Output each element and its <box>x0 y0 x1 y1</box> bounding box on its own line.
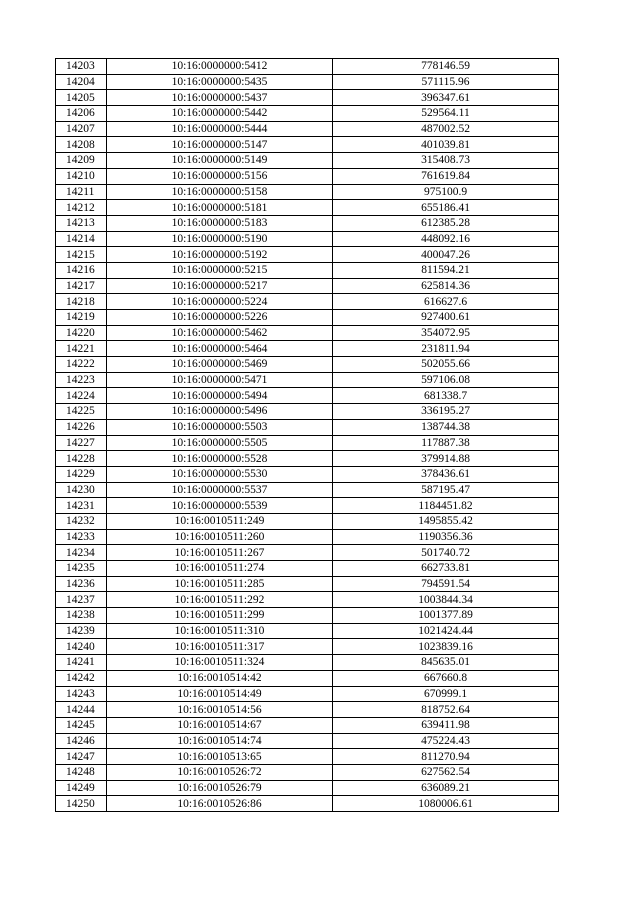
table-row <box>56 388 559 404</box>
row-number-cell: 14230 <box>56 482 107 498</box>
cadastral-number-cell: 10:16:0000000:5158 <box>107 184 333 200</box>
cadastral-number-cell: 10:16:0010511:249 <box>107 513 333 529</box>
value-cell: 1190356.36 <box>333 529 559 545</box>
value-cell: 502055.66 <box>333 357 559 373</box>
row-number-cell: 14241 <box>56 655 107 671</box>
table-row <box>56 184 559 200</box>
table-row <box>56 325 559 341</box>
table-row <box>56 435 559 451</box>
value-cell: 761619.84 <box>333 168 559 184</box>
table-row <box>56 749 559 765</box>
table-row <box>56 702 559 718</box>
value-cell: 612385.28 <box>333 215 559 231</box>
value-cell: 379914.88 <box>333 451 559 467</box>
cadastral-number-cell: 10:16:0000000:5149 <box>107 153 333 169</box>
row-number-cell: 14212 <box>56 200 107 216</box>
data-table <box>55 58 559 812</box>
row-number-cell: 14206 <box>56 106 107 122</box>
cadastral-number-cell: 10:16:0000000:5442 <box>107 106 333 122</box>
row-number-cell: 14211 <box>56 184 107 200</box>
row-number-cell: 14224 <box>56 388 107 404</box>
cadastral-number-cell: 10:16:0000000:5530 <box>107 466 333 482</box>
row-number-cell: 14207 <box>56 121 107 137</box>
cadastral-number-cell: 10:16:0010514:49 <box>107 686 333 702</box>
row-number-cell: 14240 <box>56 639 107 655</box>
cadastral-number-cell: 10:16:0000000:5528 <box>107 451 333 467</box>
cadastral-number-cell: 10:16:0000000:5539 <box>107 498 333 514</box>
row-number-cell: 14242 <box>56 670 107 686</box>
table-row <box>56 215 559 231</box>
table-row <box>56 529 559 545</box>
row-number-cell: 14247 <box>56 749 107 765</box>
cadastral-number-cell: 10:16:0000000:5469 <box>107 357 333 373</box>
table-row <box>56 310 559 326</box>
row-number-cell: 14227 <box>56 435 107 451</box>
value-cell: 818752.64 <box>333 702 559 718</box>
cadastral-number-cell: 10:16:0010513:65 <box>107 749 333 765</box>
cadastral-number-cell: 10:16:0010511:285 <box>107 576 333 592</box>
table-row <box>56 513 559 529</box>
cadastral-number-cell: 10:16:0000000:5537 <box>107 482 333 498</box>
row-number-cell: 14225 <box>56 404 107 420</box>
table-row <box>56 498 559 514</box>
table-row <box>56 419 559 435</box>
table-row <box>56 561 559 577</box>
cadastral-number-cell: 10:16:0000000:5462 <box>107 325 333 341</box>
row-number-cell: 14250 <box>56 796 107 812</box>
table-row <box>56 168 559 184</box>
row-number-cell: 14215 <box>56 247 107 263</box>
value-cell: 845635.01 <box>333 655 559 671</box>
table-row <box>56 106 559 122</box>
cadastral-number-cell: 10:16:0000000:5183 <box>107 215 333 231</box>
cadastral-number-cell: 10:16:0000000:5435 <box>107 74 333 90</box>
row-number-cell: 14203 <box>56 59 107 75</box>
value-cell: 117887.38 <box>333 435 559 451</box>
value-cell: 336195.27 <box>333 404 559 420</box>
value-cell: 1080006.61 <box>333 796 559 812</box>
cadastral-number-cell: 10:16:0000000:5437 <box>107 90 333 106</box>
cadastral-number-cell: 10:16:0010514:42 <box>107 670 333 686</box>
table-row <box>56 278 559 294</box>
table-row <box>56 686 559 702</box>
value-cell: 400047.26 <box>333 247 559 263</box>
value-cell: 396347.61 <box>333 90 559 106</box>
cadastral-number-cell: 10:16:0000000:5496 <box>107 404 333 420</box>
row-number-cell: 14214 <box>56 231 107 247</box>
cadastral-number-cell: 10:16:0010511:292 <box>107 592 333 608</box>
cadastral-number-cell: 10:16:0010511:299 <box>107 608 333 624</box>
value-cell: 501740.72 <box>333 545 559 561</box>
row-number-cell: 14204 <box>56 74 107 90</box>
value-cell: 597106.08 <box>333 372 559 388</box>
row-number-cell: 14233 <box>56 529 107 545</box>
table-row <box>56 372 559 388</box>
cadastral-number-cell: 10:16:0010514:56 <box>107 702 333 718</box>
cadastral-number-cell: 10:16:0000000:5224 <box>107 294 333 310</box>
row-number-cell: 14228 <box>56 451 107 467</box>
value-cell: 354072.95 <box>333 325 559 341</box>
row-number-cell: 14208 <box>56 137 107 153</box>
table-row <box>56 764 559 780</box>
table-row <box>56 231 559 247</box>
table-row <box>56 451 559 467</box>
table-row <box>56 404 559 420</box>
cadastral-number-cell: 10:16:0010526:86 <box>107 796 333 812</box>
cadastral-number-cell: 10:16:0000000:5494 <box>107 388 333 404</box>
table-row <box>56 780 559 796</box>
value-cell: 670999.1 <box>333 686 559 702</box>
table-row <box>56 733 559 749</box>
cadastral-number-cell: 10:16:0000000:5217 <box>107 278 333 294</box>
table-row <box>56 357 559 373</box>
row-number-cell: 14237 <box>56 592 107 608</box>
value-cell: 138744.38 <box>333 419 559 435</box>
cadastral-number-cell: 10:16:0000000:5444 <box>107 121 333 137</box>
value-cell: 1023839.16 <box>333 639 559 655</box>
row-number-cell: 14220 <box>56 325 107 341</box>
cadastral-number-cell: 10:16:0010526:72 <box>107 764 333 780</box>
row-number-cell: 14244 <box>56 702 107 718</box>
table-row <box>56 655 559 671</box>
row-number-cell: 14218 <box>56 294 107 310</box>
value-cell: 487002.52 <box>333 121 559 137</box>
row-number-cell: 14210 <box>56 168 107 184</box>
cadastral-number-cell: 10:16:0000000:5192 <box>107 247 333 263</box>
table-row <box>56 670 559 686</box>
value-cell: 662733.81 <box>333 561 559 577</box>
value-cell: 975100.9 <box>333 184 559 200</box>
row-number-cell: 14235 <box>56 561 107 577</box>
cadastral-number-cell: 10:16:0000000:5181 <box>107 200 333 216</box>
value-cell: 475224.43 <box>333 733 559 749</box>
value-cell: 529564.11 <box>333 106 559 122</box>
value-cell: 1001377.89 <box>333 608 559 624</box>
table-row <box>56 137 559 153</box>
value-cell: 315408.73 <box>333 153 559 169</box>
row-number-cell: 14219 <box>56 310 107 326</box>
table-row <box>56 247 559 263</box>
value-cell: 667660.8 <box>333 670 559 686</box>
row-number-cell: 14232 <box>56 513 107 529</box>
cadastral-number-cell: 10:16:0010514:67 <box>107 717 333 733</box>
row-number-cell: 14213 <box>56 215 107 231</box>
row-number-cell: 14248 <box>56 764 107 780</box>
table-row <box>56 796 559 812</box>
row-number-cell: 14222 <box>56 357 107 373</box>
row-number-cell: 14245 <box>56 717 107 733</box>
table-row <box>56 200 559 216</box>
row-number-cell: 14223 <box>56 372 107 388</box>
value-cell: 636089.21 <box>333 780 559 796</box>
cadastral-number-cell: 10:16:0000000:5503 <box>107 419 333 435</box>
table-row <box>56 262 559 278</box>
row-number-cell: 14221 <box>56 341 107 357</box>
cadastral-number-cell: 10:16:0000000:5464 <box>107 341 333 357</box>
row-number-cell: 14216 <box>56 262 107 278</box>
value-cell: 639411.98 <box>333 717 559 733</box>
value-cell: 1021424.44 <box>333 623 559 639</box>
value-cell: 625814.36 <box>333 278 559 294</box>
value-cell: 681338.7 <box>333 388 559 404</box>
value-cell: 231811.94 <box>333 341 559 357</box>
row-number-cell: 14205 <box>56 90 107 106</box>
value-cell: 378436.61 <box>333 466 559 482</box>
cadastral-number-cell: 10:16:0000000:5505 <box>107 435 333 451</box>
cadastral-number-cell: 10:16:0010514:74 <box>107 733 333 749</box>
value-cell: 778146.59 <box>333 59 559 75</box>
value-cell: 448092.16 <box>333 231 559 247</box>
table-row <box>56 90 559 106</box>
table-row <box>56 608 559 624</box>
cadastral-number-cell: 10:16:0000000:5147 <box>107 137 333 153</box>
cadastral-number-cell: 10:16:0010511:317 <box>107 639 333 655</box>
table-body <box>56 59 559 812</box>
cadastral-number-cell: 10:16:0000000:5215 <box>107 262 333 278</box>
value-cell: 811270.94 <box>333 749 559 765</box>
table-row <box>56 482 559 498</box>
cadastral-number-cell: 10:16:0010526:79 <box>107 780 333 796</box>
table-row <box>56 466 559 482</box>
row-number-cell: 14249 <box>56 780 107 796</box>
value-cell: 401039.81 <box>333 137 559 153</box>
cadastral-number-cell: 10:16:0010511:267 <box>107 545 333 561</box>
value-cell: 1003844.34 <box>333 592 559 608</box>
table-row <box>56 341 559 357</box>
table-row <box>56 592 559 608</box>
table-row <box>56 576 559 592</box>
table-row <box>56 121 559 137</box>
table-row <box>56 74 559 90</box>
row-number-cell: 14209 <box>56 153 107 169</box>
row-number-cell: 14231 <box>56 498 107 514</box>
row-number-cell: 14246 <box>56 733 107 749</box>
cadastral-number-cell: 10:16:0000000:5190 <box>107 231 333 247</box>
table-row <box>56 639 559 655</box>
table-row <box>56 717 559 733</box>
value-cell: 655186.41 <box>333 200 559 216</box>
value-cell: 1495855.42 <box>333 513 559 529</box>
value-cell: 927400.61 <box>333 310 559 326</box>
value-cell: 616627.6 <box>333 294 559 310</box>
row-number-cell: 14236 <box>56 576 107 592</box>
table-row <box>56 59 559 75</box>
row-number-cell: 14229 <box>56 466 107 482</box>
row-number-cell: 14217 <box>56 278 107 294</box>
cadastral-number-cell: 10:16:0000000:5471 <box>107 372 333 388</box>
value-cell: 627562.54 <box>333 764 559 780</box>
cadastral-number-cell: 10:16:0010511:324 <box>107 655 333 671</box>
value-cell: 811594.21 <box>333 262 559 278</box>
table-row <box>56 294 559 310</box>
row-number-cell: 14226 <box>56 419 107 435</box>
cadastral-number-cell: 10:16:0000000:5412 <box>107 59 333 75</box>
row-number-cell: 14243 <box>56 686 107 702</box>
table-row <box>56 623 559 639</box>
cadastral-number-cell: 10:16:0010511:274 <box>107 561 333 577</box>
value-cell: 794591.54 <box>333 576 559 592</box>
cadastral-number-cell: 10:16:0000000:5226 <box>107 310 333 326</box>
row-number-cell: 14239 <box>56 623 107 639</box>
value-cell: 587195.47 <box>333 482 559 498</box>
cadastral-number-cell: 10:16:0000000:5156 <box>107 168 333 184</box>
cadastral-number-cell: 10:16:0010511:310 <box>107 623 333 639</box>
value-cell: 571115.96 <box>333 74 559 90</box>
table-row <box>56 153 559 169</box>
row-number-cell: 14234 <box>56 545 107 561</box>
cadastral-number-cell: 10:16:0010511:260 <box>107 529 333 545</box>
row-number-cell: 14238 <box>56 608 107 624</box>
table-row <box>56 545 559 561</box>
value-cell: 1184451.82 <box>333 498 559 514</box>
